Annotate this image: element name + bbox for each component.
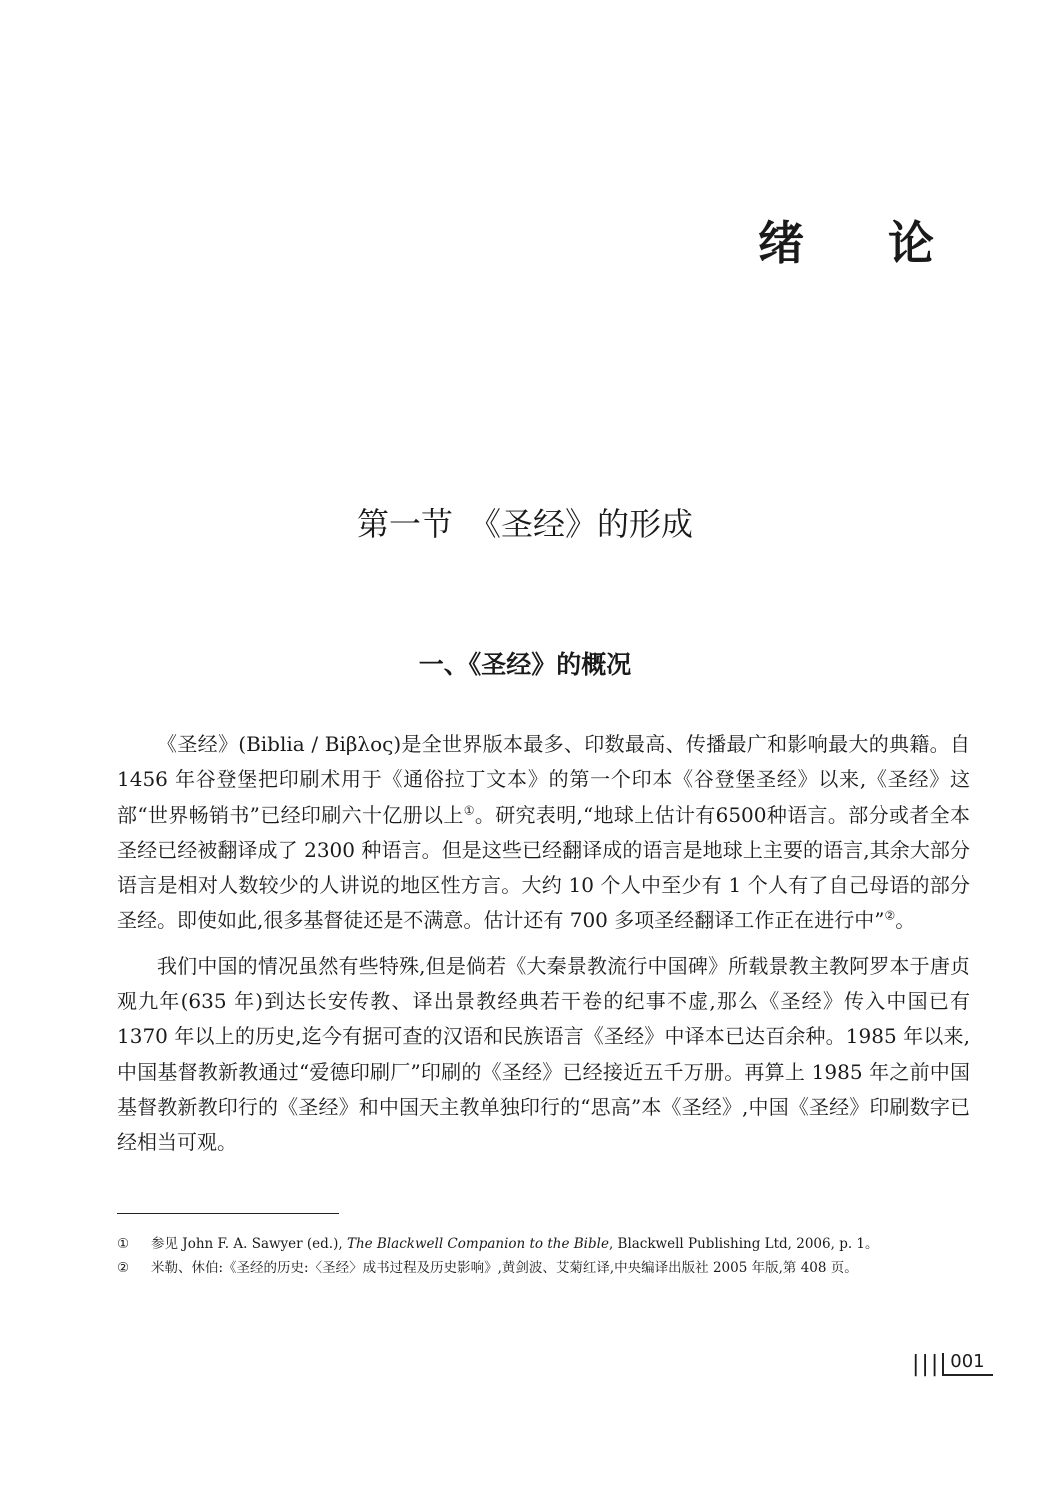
footnote-2-text: 米勒、休伯:《圣经的历史:〈圣经〉成书过程及历史影响》,黄剑波、艾菊红译,中央编译出版社 2005 年版,第 408 页。	[151, 1260, 858, 1276]
footnote-1-book-title: The Blackwell Companion to the Bible	[346, 1236, 609, 1252]
footnote-1-mark: ①	[117, 1236, 130, 1252]
footnote-1-text	[151, 1234, 970, 1255]
paragraph-1-part-2: 。研究表明,“地球上估计有6500种语言。部分或者全本圣经已经被翻译成了 2300 种语言。但是这些已经翻译成的语言是地球上主要的语言,其余大部分语言是相对人数较少的人讲说的地区性方言。大约 10 个人中至少有 1 个人有了自己母语的部分圣经。即使如此,很多基督徒还是不满意。估计还有 700 多项圣经翻译工作正在进行中”	[117, 802, 970, 933]
paragraph-1-part-3: 。	[895, 908, 916, 933]
paragraph-1	[117, 727, 970, 939]
chapter-title: 绪 论	[757, 216, 968, 270]
footnotes	[117, 1234, 970, 1282]
paragraph-1-part-1: 《圣经》(Biblia / Biβλoς)是全世界版本最多、印数最高、传播最广和影响最大的典籍。自 1456 年谷登堡把印刷术用于《通俗拉丁文本》的第一个印本《谷登堡圣经》以来,《圣经》这部“世界畅销书”已经印刷六十亿册以上	[117, 732, 970, 827]
footnote-divider	[117, 1213, 339, 1214]
footnote-1	[117, 1234, 970, 1255]
page-footer	[912, 1353, 993, 1376]
paragraph-2: 我们中国的情况虽然有些特殊,但是倘若《大秦景教流行中国碑》所载景教主教阿罗本于唐贞观九年(635 年)到达长安传教、译出景教经典若干卷的纪事不虚,那么《圣经》传入中国已有 1370 年以上的历史,迄今有据可查的汉语和民族语言《圣经》中译本已达百余种。1985 年以来,中国基督教新教通过“爱德印刷厂”印刷的《圣经》已经接近五千万册。再算上 1985 年之前中国基督教新教印行的《圣经》和中国天主教单独印行的“思高”本《圣经》,中国《圣经》印刷数字已经相当可观。	[117, 953, 970, 1155]
section-title: 第一节 《圣经》的形成	[356, 505, 693, 543]
footnote-2	[117, 1258, 970, 1279]
body-text	[117, 727, 970, 1171]
footnote-ref-2[interactable]: ②	[884, 908, 896, 923]
footnote-2-mark: ②	[117, 1260, 130, 1276]
page-number: 001	[942, 1353, 992, 1376]
footnote-ref-1[interactable]: ①	[463, 802, 475, 817]
page-bars-ornament: |||	[912, 1352, 941, 1377]
footnote-1-before: 参见 John F. A. Sawyer (ed.),	[151, 1236, 347, 1252]
subsection-title: 一、《圣经》的概况	[418, 650, 632, 679]
footnote-1-after: , Blackwell Publishing Ltd, 2006, p. 1。	[608, 1236, 879, 1252]
